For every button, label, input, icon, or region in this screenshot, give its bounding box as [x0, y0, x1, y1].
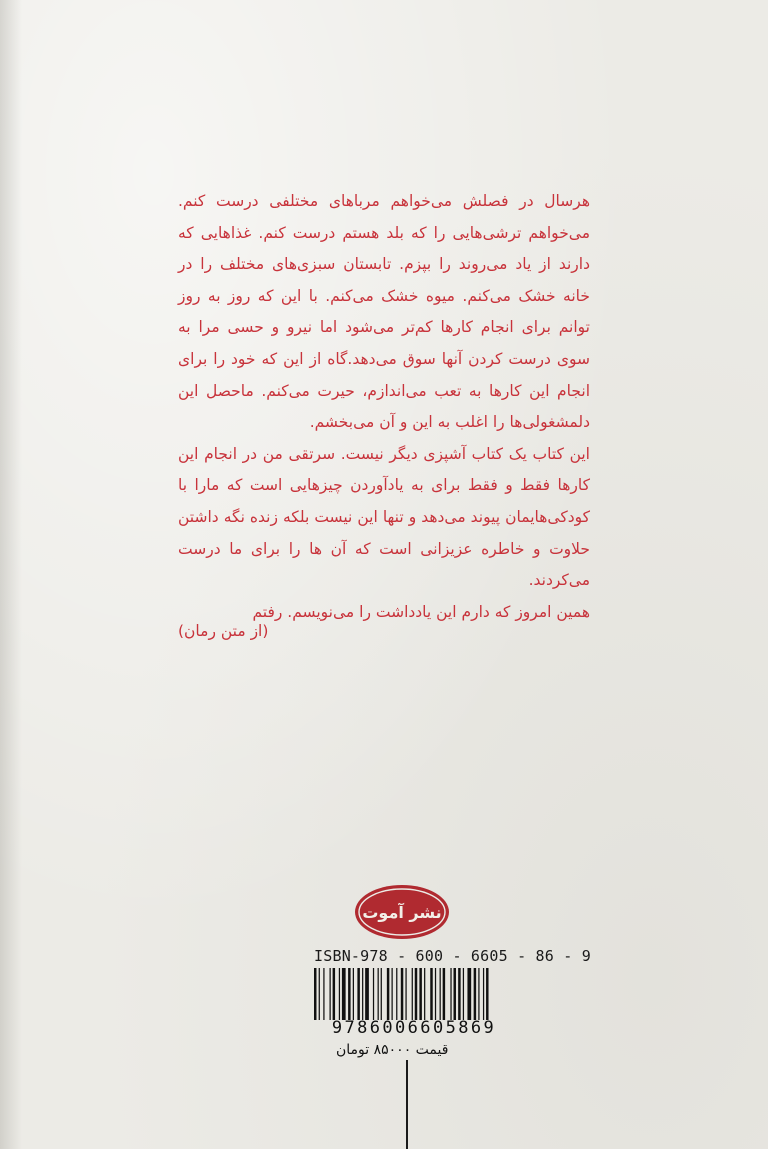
barcode-bar	[440, 968, 441, 1020]
barcode-bar	[353, 968, 354, 1020]
barcode-bar	[339, 968, 340, 1020]
barcode-bar	[330, 968, 331, 1020]
barcode-bar	[415, 968, 417, 1020]
barcode-bar	[362, 968, 363, 1020]
barcode-bar	[463, 968, 464, 1020]
blurb-paragraph-2: این کتاب یک کتاب آشپزی دیگر نیست. سرتقی من در انجام این کارها فقط و فقط برای به یادآوردن چیزهایی است که مارا با کودکی‌هایمان پیوند می‌دهد و تنها این نیست بلکه زنده نگه داشتن حلاوت و خاطره عزیزانی است که آن ها را برای ما درست می‌کردند.	[178, 444, 590, 590]
publisher-logo-text: نشر آموت	[362, 903, 442, 922]
barcode-bar	[419, 968, 421, 1020]
cover-edge-shadow	[0, 0, 22, 1149]
barcode-bar	[450, 968, 451, 1020]
barcode-bar	[443, 968, 445, 1020]
barcode-bar	[412, 968, 413, 1020]
barcode-bar	[401, 968, 403, 1020]
barcode-bar	[430, 968, 432, 1020]
isbn-barcode	[312, 968, 516, 1020]
barcode-digits: 9786006605869	[331, 1018, 497, 1038]
barcode-bar	[381, 968, 382, 1020]
barcode-bar	[342, 968, 346, 1020]
publisher-logo-emblem-icon	[352, 882, 452, 942]
barcode-bar	[365, 968, 369, 1020]
barcode-bar	[454, 968, 456, 1020]
barcode-bar	[357, 968, 359, 1020]
barcode-bar	[458, 968, 460, 1020]
barcode-bar	[474, 968, 476, 1020]
barcode-bar	[405, 968, 406, 1020]
barcode-bar	[486, 968, 488, 1020]
barcode-bar	[483, 968, 484, 1020]
barcode-bar	[348, 968, 350, 1020]
barcode-bar	[396, 968, 397, 1020]
barcode-bar	[467, 968, 471, 1020]
barcode-bar	[424, 968, 425, 1020]
blurb-attribution: (از متن رمان)	[178, 622, 269, 640]
barcode-bar	[333, 968, 335, 1020]
blurb-paragraph-1: هرسال در فصلش می‌خواهم مرباهای مختلفی درست کنم. می‌خواهم ترشی‌هایی را که بلد هستم درست کنم. غذاهایی که دارند از یاد می‌روند را بپزم. تابستان سبزی‌های مختلف را در خانه خشک می‌کنم. میوه خشک می‌کنم. با این که روز به روز توانم برای انجام کارها کم‌تر می‌شود اما نیرو و حسی مرا به سوی درست کردن آنها سوق می‌دهد.گاه از این که خود را برای انجام این کارها به تعب می‌اندازم، حیرت می‌کنم. ماحصل این دلمشغولی‌ها را اغلب به این و آن می‌بخشم.	[178, 192, 590, 432]
publisher-logo	[352, 882, 452, 942]
barcode-bar	[323, 968, 324, 1020]
barcode-bar	[373, 968, 374, 1020]
blurb-text-block	[178, 186, 590, 628]
barcode-bar	[387, 968, 389, 1020]
price-label: قیمت ۸۵۰۰۰ تومان	[336, 1042, 449, 1058]
isbn-label: ISBN-978 - 600 - 6605 - 86 - 9	[314, 947, 591, 965]
barcode-bar	[378, 968, 379, 1020]
barcode-bar	[314, 968, 316, 1020]
blurb-paragraph-3: همین امروز که دارم این یادداشت را می‌نویسم. رفتم	[252, 602, 590, 621]
barcode-bar	[435, 968, 436, 1020]
barcode-bar	[478, 968, 479, 1020]
barcode-bar	[319, 968, 320, 1020]
cover-fold-line	[406, 1060, 408, 1149]
barcode-bar	[392, 968, 393, 1020]
